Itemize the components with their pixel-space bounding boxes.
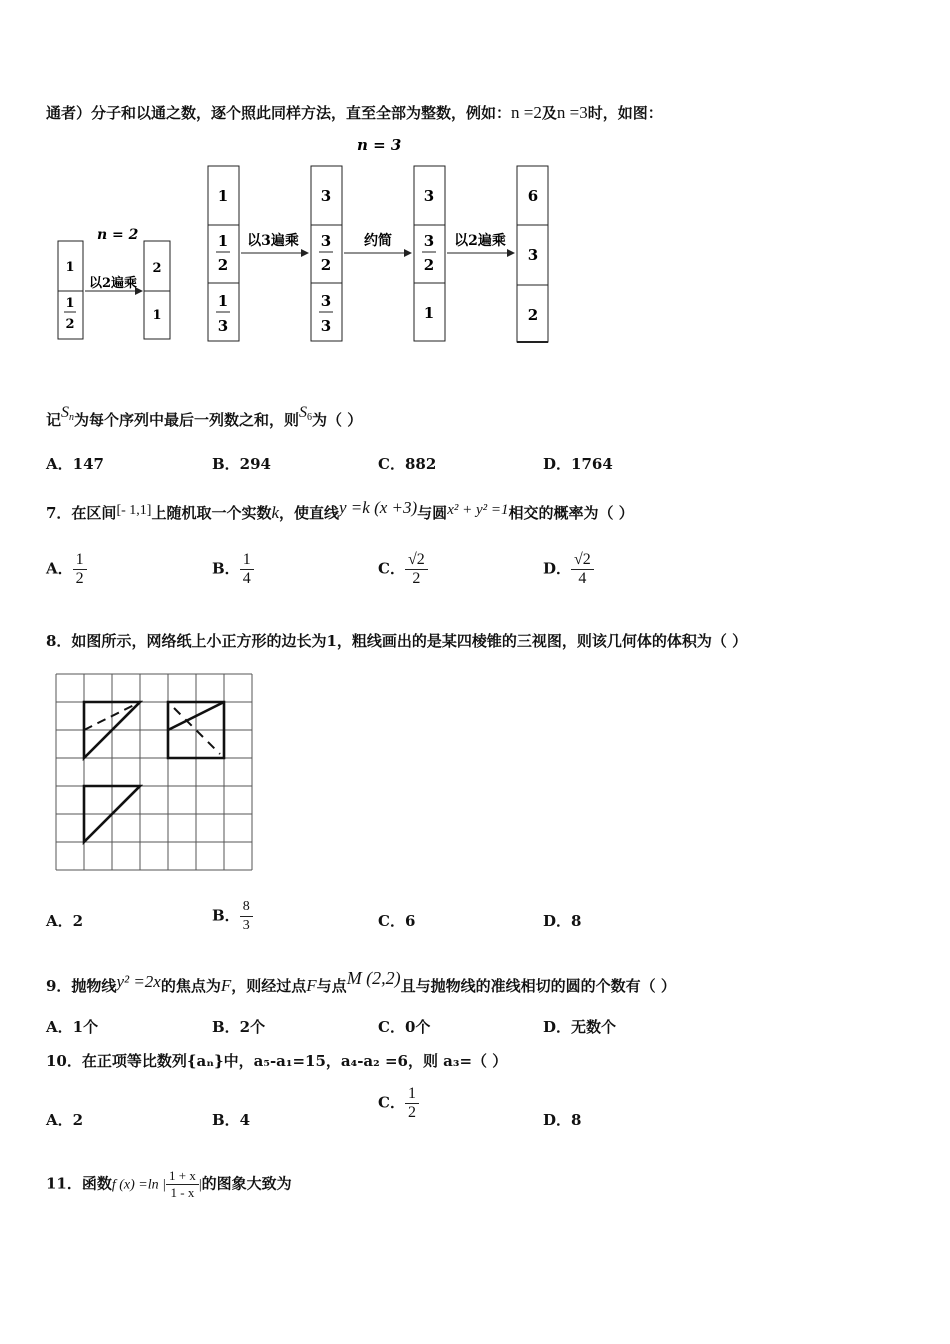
n3-col3 bbox=[414, 166, 445, 341]
q8-option-b-frac bbox=[240, 898, 253, 935]
q9-stem bbox=[46, 968, 676, 996]
q6-option-d[interactable]: D．1764 bbox=[543, 455, 613, 473]
q10-option-c-frac bbox=[405, 1085, 419, 1122]
q9-option-a[interactable]: A．1个 bbox=[46, 1018, 99, 1036]
svg-text:3: 3 bbox=[423, 232, 435, 250]
q7-option-d-label: D． bbox=[543, 559, 572, 578]
q6-stem bbox=[46, 404, 362, 430]
intro-text: 通者）分子和以通之数，逐个照此同样方法，直至全部为整数，例如： bbox=[46, 104, 512, 122]
q7-text-2: 上随机取一个实数 bbox=[151, 504, 272, 522]
q7-option-a-label: A． bbox=[46, 559, 73, 578]
q9-point-m: M (2,2) bbox=[346, 968, 401, 988]
n3-arrow-2-label: 约简 bbox=[364, 233, 392, 249]
q6-sn bbox=[61, 404, 74, 421]
q10-option-c[interactable] bbox=[378, 1085, 419, 1122]
q7-option-d-frac bbox=[571, 551, 594, 588]
q11-abs-bar: | bbox=[198, 1177, 202, 1193]
n3-col4 bbox=[517, 166, 548, 342]
q6-sn-sub: n bbox=[69, 412, 75, 423]
q10-option-d[interactable]: D．8 bbox=[543, 1111, 582, 1129]
q7-option-b-num: 1 bbox=[240, 551, 254, 570]
n3-col1-cell-0: 1 bbox=[217, 187, 229, 205]
q7-option-d[interactable] bbox=[543, 551, 594, 588]
q6-s6-letter: S bbox=[299, 404, 308, 421]
svg-text:1: 1 bbox=[217, 232, 229, 250]
n2-col2-cell-0: 2 bbox=[152, 261, 162, 276]
q9-text-3: ，则经过点 bbox=[231, 977, 307, 995]
n3-arrow-1-label: 以3遍乘 bbox=[247, 233, 299, 249]
q6-s6 bbox=[299, 404, 312, 421]
n2-col1 bbox=[58, 241, 83, 339]
q7-option-c-frac bbox=[405, 551, 428, 588]
q11-text-1: 11．函数 bbox=[46, 1174, 112, 1193]
q9-option-d[interactable]: D．无数个 bbox=[543, 1018, 617, 1036]
q11-text-2: 的图象大致为 bbox=[201, 1174, 292, 1193]
q8-option-b-num: 8 bbox=[240, 898, 253, 917]
q7-text-1: 7．在区间 bbox=[46, 504, 117, 522]
q8-option-b-den: 3 bbox=[242, 918, 250, 933]
svg-text:2: 2 bbox=[320, 256, 332, 274]
q7-option-a-num: 1 bbox=[73, 551, 87, 570]
q9-f-2: F bbox=[306, 976, 317, 995]
q6-option-a[interactable]: A．147 bbox=[46, 455, 104, 473]
q7-option-b-label: B． bbox=[212, 559, 240, 578]
fraction-diagram bbox=[0, 0, 950, 360]
n3-col2-cell-0: 3 bbox=[320, 187, 332, 205]
svg-text:2: 2 bbox=[65, 317, 75, 332]
svg-text:3: 3 bbox=[320, 232, 332, 250]
q7-circle-eq: x² + y² =1 bbox=[447, 502, 509, 518]
intro-and: 及 bbox=[541, 104, 557, 122]
q10-option-b[interactable]: B．4 bbox=[212, 1111, 251, 1129]
svg-text:2: 2 bbox=[423, 256, 435, 274]
q7-text-4: 与圆 bbox=[417, 504, 448, 522]
q7-option-d-num: √2 bbox=[571, 551, 594, 570]
q9-text-4: 与点 bbox=[316, 977, 347, 995]
svg-text:1: 1 bbox=[65, 296, 75, 311]
q9-parabola: y² =2x bbox=[116, 972, 161, 991]
q6-text-1: 记 bbox=[46, 411, 62, 429]
svg-text:3: 3 bbox=[320, 292, 332, 310]
q10-option-a[interactable]: A．2 bbox=[46, 1111, 84, 1129]
q11-frac bbox=[166, 1168, 199, 1201]
q7-option-a-den: 2 bbox=[75, 570, 84, 587]
svg-text:2: 2 bbox=[217, 256, 229, 274]
n3-col1 bbox=[208, 166, 239, 341]
q6-option-c[interactable]: C．882 bbox=[378, 455, 437, 473]
q10-stem: 10．在正项等比数列{aₙ}中，a₅-a₁=15，a₄-a₂ =6，则 a₃=（ ） bbox=[46, 1052, 508, 1070]
n2-col1-cell: 1 bbox=[65, 260, 75, 275]
q9-text-2: 的焦点为 bbox=[160, 977, 221, 995]
n2-label: n = 2 bbox=[97, 227, 139, 243]
n2-col2-cell-1: 1 bbox=[152, 308, 162, 323]
q6-option-b[interactable]: B．294 bbox=[212, 455, 271, 473]
q7-stem bbox=[46, 498, 634, 523]
q7-option-c[interactable] bbox=[378, 551, 428, 588]
n2-col2 bbox=[144, 241, 170, 339]
n3-col4-cell-1: 3 bbox=[527, 246, 539, 264]
intro-tail: 时，如图： bbox=[587, 104, 663, 122]
q8-option-a[interactable]: A．2 bbox=[46, 912, 84, 930]
intro-n2: n =2 bbox=[511, 103, 542, 122]
q7-option-b-den: 4 bbox=[242, 570, 251, 587]
q9-option-c[interactable]: C．0个 bbox=[378, 1018, 431, 1036]
q7-k: k bbox=[271, 503, 279, 522]
svg-text:3: 3 bbox=[217, 317, 229, 335]
n2-arrow-label: 以2遍乘 bbox=[88, 276, 138, 291]
q7-option-c-label: C． bbox=[378, 559, 405, 578]
q10-option-c-label: C． bbox=[378, 1093, 405, 1112]
q10-option-c-num: 1 bbox=[405, 1085, 419, 1104]
q8-option-d[interactable]: D．8 bbox=[543, 912, 582, 930]
n3-col4-cell-0: 6 bbox=[527, 187, 539, 205]
q7-option-d-den: 4 bbox=[578, 570, 587, 587]
q8-option-c[interactable]: C．6 bbox=[378, 912, 416, 930]
q7-option-a[interactable] bbox=[46, 551, 87, 588]
q11-den: 1 - x bbox=[170, 1185, 195, 1200]
q9-f: F bbox=[220, 976, 232, 995]
svg-text:3: 3 bbox=[320, 317, 332, 335]
n3-label: n = 3 bbox=[357, 136, 402, 154]
q10-option-c-den: 2 bbox=[407, 1104, 416, 1121]
q7-option-b-frac bbox=[240, 551, 254, 588]
n3-col3-cell-0: 3 bbox=[423, 187, 435, 205]
q6-text-2: 为每个序列中最后一列数之和，则 bbox=[74, 411, 300, 429]
q7-option-c-den: 2 bbox=[412, 570, 421, 587]
q7-option-c-num: √2 bbox=[405, 551, 428, 570]
q6-text-3: 为（ ） bbox=[312, 411, 363, 429]
n3-arrow-3-label: 以2遍乘 bbox=[454, 233, 506, 249]
svg-text:1: 1 bbox=[217, 292, 229, 310]
q7-option-b[interactable] bbox=[212, 551, 254, 588]
q11-func: f (x) =ln | bbox=[111, 1177, 166, 1193]
q7-text-5: 相交的概率为（ ） bbox=[508, 504, 634, 522]
q7-line-eq: y =k (x +3) bbox=[339, 498, 418, 517]
q6-sn-letter: S bbox=[61, 404, 70, 421]
q7-text-3: ，使直线 bbox=[279, 504, 340, 522]
q8-stem: 8．如图所示，网络纸上小正方形的边长为1，粗线画出的是某四棱锥的三视图，则该几何体的体积为（ ） bbox=[46, 632, 748, 650]
intro-n3: n =3 bbox=[556, 103, 588, 122]
q9-option-b[interactable]: B．2个 bbox=[212, 1018, 266, 1036]
q8-option-b[interactable] bbox=[212, 898, 253, 935]
n3-col3-cell-2: 1 bbox=[423, 304, 435, 322]
q7-option-a-frac bbox=[73, 551, 87, 588]
q11-num: 1 + x bbox=[166, 1168, 199, 1185]
q6-s6-sub: 6 bbox=[307, 412, 313, 423]
q7-interval: [- 1,1] bbox=[116, 503, 152, 518]
three-view-grid-figure bbox=[50, 668, 260, 878]
q11-stem bbox=[46, 1168, 292, 1201]
n2-col1-frac bbox=[64, 296, 76, 332]
q9-text-5: 且与抛物线的准线相切的圆的个数有（ ） bbox=[400, 977, 676, 995]
q9-text-1: 9．抛物线 bbox=[46, 977, 117, 995]
n3-col4-cell-2: 2 bbox=[527, 306, 539, 324]
n3-col2 bbox=[311, 166, 342, 341]
q8-option-b-label: B． bbox=[212, 906, 240, 925]
